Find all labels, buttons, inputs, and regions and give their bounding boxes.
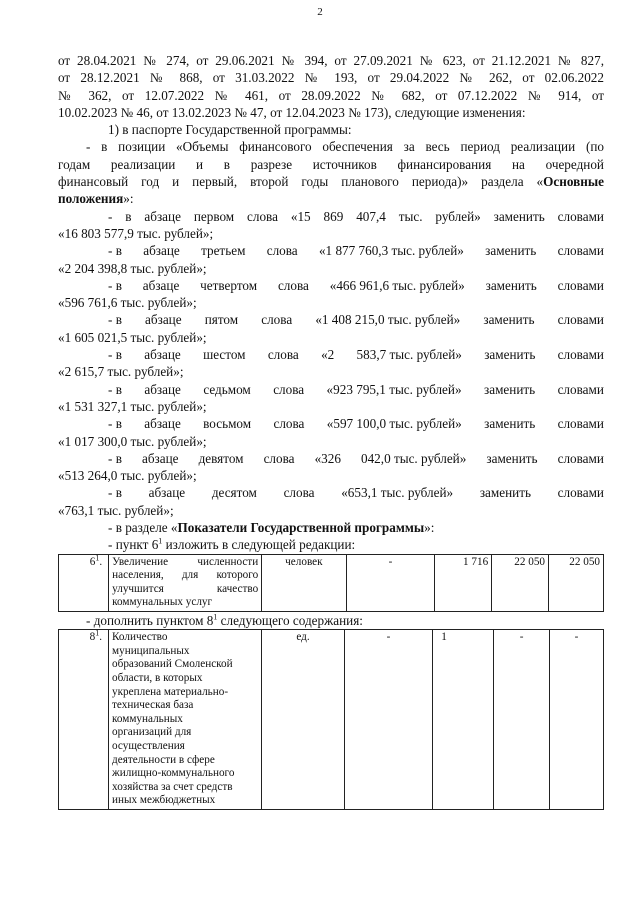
word: слова	[263, 450, 295, 466]
section-indicators-line	[58, 519, 604, 536]
table-row	[59, 554, 604, 611]
replacement-8-line-1	[58, 450, 604, 467]
name-line: Количество	[112, 631, 168, 644]
value-cell-4: 22 050	[549, 554, 604, 611]
point-8-suffix: следующего содержания:	[217, 612, 363, 628]
point-6-suffix: изложить в следующей редакции:	[162, 537, 356, 553]
replacement-2-line-2: «2 204 398,8 тыс. рублей»;	[58, 260, 207, 276]
word: заменить	[484, 416, 536, 432]
section-name-bold-2: положения	[58, 191, 124, 207]
word: «653,1 тыс. рублей»	[341, 485, 454, 501]
replacement-5-line-2: «2 615,7 тыс. рублей»;	[58, 364, 184, 380]
position-line-4-suffix: »:	[123, 191, 134, 207]
word: абзаце	[144, 416, 181, 432]
replacement-3-line-2: «596 761,6 тыс. рублей»;	[58, 295, 197, 311]
word: слова	[261, 312, 293, 328]
word: заменить	[485, 277, 537, 293]
name-line: деятельности в сфере	[112, 753, 215, 766]
page-number: 2	[317, 6, 323, 18]
section-indicators-bold: Показатели Государственной программы	[177, 520, 425, 536]
word: абзаце	[145, 312, 182, 328]
row-number-sup: 1	[95, 628, 100, 638]
word: словами	[557, 450, 604, 466]
indicator-name-cell: Увеличение численности населения, для которого улучшится качество коммунальных услуг	[109, 554, 262, 611]
word: «597 100,0 тыс. рублей»	[326, 416, 462, 432]
word: заменить	[483, 312, 535, 328]
word: - в	[108, 381, 122, 397]
item-1-heading: 1) в паспорте Государственной программы:	[108, 122, 352, 138]
word: «326	[314, 450, 341, 466]
word: слова	[273, 381, 305, 397]
position-line-4	[58, 190, 604, 207]
position-line-3	[58, 173, 604, 190]
word: абзаце	[143, 243, 180, 259]
value-cell-2: 1 716	[435, 554, 492, 611]
word: словами	[557, 277, 604, 293]
word: абзаце	[142, 277, 180, 293]
point-6-line	[58, 536, 604, 553]
row-number-dot: .	[99, 631, 103, 644]
word: слова	[267, 347, 299, 363]
intro-line-3: № 362, от 12.07.2022 № 461, от 28.09.2022 № 682, от 07.12.2022 № 914, от	[58, 87, 604, 103]
document-body	[58, 52, 604, 810]
word: словами	[557, 381, 604, 397]
indicator-table-6-1	[58, 554, 604, 612]
replacement-9-line-2: «763,1 тыс. рублей»;	[58, 502, 174, 518]
word: «2	[321, 347, 335, 363]
replacement-7-line-2: «1 017 300,0 тыс. рублей»;	[58, 433, 207, 449]
word: девятом	[198, 450, 244, 466]
word: четвертом	[200, 277, 258, 293]
word: абзаце	[148, 485, 186, 501]
word: восьмом	[203, 416, 252, 432]
section-prefix: - в разделе «	[108, 520, 178, 536]
name-line: организаций для	[112, 726, 192, 739]
word: «1 408 215,0 тыс. рублей»	[315, 312, 461, 328]
row-number-cell	[59, 630, 109, 810]
word: слова	[273, 416, 305, 432]
word: - в	[108, 416, 122, 432]
replacement-8-line-2: «513 264,0 тыс. рублей»;	[58, 468, 197, 484]
row-number: 6	[89, 555, 96, 568]
word: - в	[108, 347, 122, 363]
word: седьмом	[203, 381, 251, 397]
word: десятом	[211, 485, 257, 501]
replacement-4-line-2: «1 605 021,5 тыс. рублей»;	[58, 329, 207, 345]
intro-line-1: от 28.04.2021 № 274, от 29.06.2021 № 394, от 27.09.2021 № 623, от 21.12.2021 № 827,	[58, 53, 604, 68]
row-number-cell	[59, 554, 109, 611]
replacement-2-line-1	[58, 242, 604, 259]
value-cell-3: -	[494, 630, 550, 810]
point-8-line	[58, 612, 604, 629]
point-8-sup: 1	[213, 612, 218, 622]
point-8-prefix: - дополнить пунктом 8	[86, 612, 214, 628]
indicator-name-cell	[109, 630, 262, 810]
value-cell-2: 1	[433, 630, 494, 810]
intro-line-4: 10.02.2023 № 46, от 13.02.2023 № 47, от 12.04.2023 № 173), следующие изменения:	[58, 104, 526, 120]
word: слова	[266, 243, 298, 259]
section-name-bold-1: Основные	[543, 174, 604, 190]
word: словами	[557, 347, 604, 363]
word: заменить	[484, 347, 536, 363]
replacement-9-line-1	[58, 484, 604, 501]
word: абзаце	[144, 381, 181, 397]
word: третьем	[201, 243, 246, 259]
word: заменить	[484, 381, 536, 397]
name-line: области, в которых	[112, 672, 203, 685]
position-line-3-text: финансовый год и первый, второй годы планового периода)» раздела «	[58, 174, 544, 190]
section-suffix: »:	[424, 520, 435, 536]
name-line: техническая база	[112, 699, 194, 712]
point-6-sup: 1	[158, 536, 163, 546]
word: заменить	[485, 243, 537, 259]
word: «466 961,6 тыс. рублей»	[329, 277, 465, 293]
word: словами	[557, 416, 604, 432]
replacement-1-line-1: - в абзаце первом слова «15 869 407,4 тыс. рублей» заменить словами	[108, 208, 604, 224]
word: «1 877 760,3 тыс. рублей»	[318, 243, 464, 259]
name-line: иных межбюджетных	[112, 794, 216, 807]
word: слова	[277, 277, 309, 293]
word: - в	[108, 312, 122, 328]
word: слова	[283, 485, 315, 501]
row-number-dot: .	[99, 555, 103, 568]
word: абзаце	[141, 450, 179, 466]
replacement-4-line-1	[58, 311, 604, 328]
word: - в	[108, 485, 122, 501]
value-cell-1: -	[344, 630, 433, 810]
word: «923 795,1 тыс. рублей»	[326, 381, 462, 397]
name-line: муниципальных	[112, 644, 190, 657]
word: абзаце	[144, 347, 181, 363]
name-line: жилищно-коммунального	[112, 767, 235, 780]
word: - в	[108, 277, 122, 293]
word: 583,7 тыс. рублей»	[356, 347, 462, 363]
word: - в	[108, 450, 122, 466]
word: заменить	[479, 485, 531, 501]
name-line: хозяйства за счет средств	[112, 780, 233, 793]
name-line: укреплена материально-	[112, 685, 229, 698]
name-line: образований Смоленской	[112, 658, 233, 671]
replacement-1-line-2: «16 803 577,9 тыс. рублей»;	[58, 225, 214, 241]
table-row	[59, 630, 604, 810]
point-6-prefix: - пункт 6	[108, 537, 159, 553]
position-line-2: годам реализации и в разрезе источников финансирования на очередной	[58, 156, 604, 172]
replacement-3-line-1	[58, 277, 604, 294]
replacement-7-line-1	[58, 415, 604, 432]
word: пятом	[204, 312, 239, 328]
name-line: осуществления	[112, 740, 185, 753]
replacement-5-line-1	[58, 346, 604, 363]
position-line-1: - в позиции «Объемы финансового обеспечения за весь период реализации (по	[86, 139, 604, 155]
replacement-6-line-1	[58, 381, 604, 398]
word: словами	[557, 243, 604, 259]
value-cell-3: 22 050	[492, 554, 549, 611]
replacement-6-line-2: «1 531 327,1 тыс. рублей»;	[58, 398, 207, 414]
row-number-sup: 1	[95, 552, 100, 562]
value-cell-4: -	[550, 630, 604, 810]
word: - в	[108, 243, 122, 259]
word: шестом	[203, 347, 246, 363]
word: словами	[557, 485, 604, 501]
name-line: коммунальных	[112, 712, 183, 725]
unit-cell: человек	[262, 554, 346, 611]
value-cell-1: -	[346, 554, 435, 611]
word: словами	[557, 312, 604, 328]
intro-line-2: от 28.12.2021 № 868, от 31.03.2022 № 193, от 29.04.2022 № 262, от 02.06.2022	[58, 70, 604, 86]
word: заменить	[486, 450, 538, 466]
unit-cell: ед.	[262, 630, 345, 810]
word: 042,0 тыс. рублей»	[360, 450, 467, 466]
indicator-table-8-1	[58, 629, 604, 810]
row-number: 8	[89, 631, 96, 644]
